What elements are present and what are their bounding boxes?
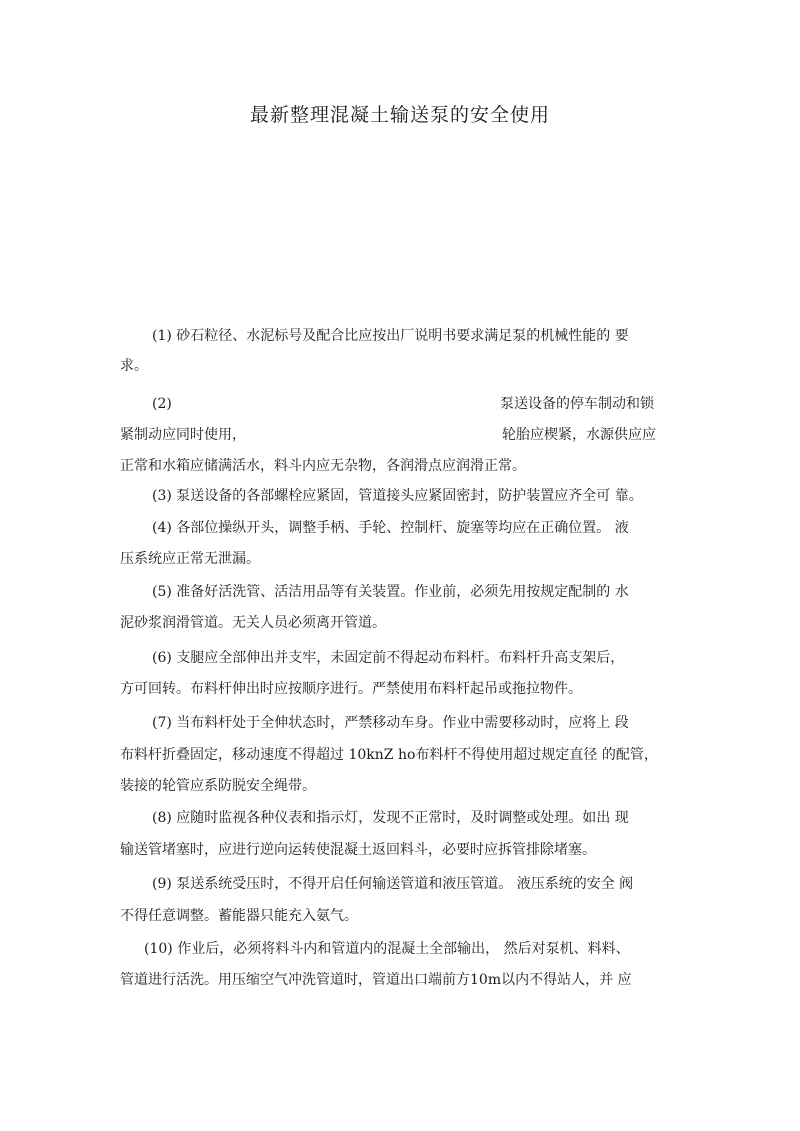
text-line: (4) 各部位操纵开头，调整手柄、手轮、控制杆、旋塞等均应在正确位置。 液 bbox=[152, 520, 629, 536]
text-line: 轮胎应楔紧，水源供应应 bbox=[502, 427, 656, 443]
text-line: 方可回转。布料杆伸出时应按顺序进行。严禁使用布料杆起吊或拖拉物件。 bbox=[120, 681, 582, 697]
text-line: (7) 当布料杆处于全伸状态时，严禁移动车身。作业中需要移动时，应将上 段 bbox=[152, 715, 629, 731]
text-line: (2) bbox=[152, 396, 172, 412]
text-line: 装接的轮管应系防脱安全绳带。 bbox=[120, 778, 316, 794]
text-line: 压系统应正常无泄漏。 bbox=[120, 551, 260, 567]
text-line: 泥砂浆润滑管道。无关人员必须离开管道。 bbox=[120, 615, 386, 631]
text-line: (5) 准备好活洗管、活洁用品等有关装置。作业前，必须先用按规定配制的 水 bbox=[152, 584, 629, 600]
text-line: (1) 砂石粒径、水泥标号及配合比应按出厂说明书要求满足泵的机械性能的 要 bbox=[152, 328, 629, 344]
text-line: 求。 bbox=[120, 358, 148, 374]
text-line: 输送管堵塞时，应进行逆向运转使混凝土返回料斗，必要时应拆管排除堵塞。 bbox=[120, 842, 596, 858]
text-line: 正常和水箱应储满活水，料斗内应无杂物，各润滑点应润滑正常。 bbox=[120, 458, 526, 474]
text-line: 布料杆折叠固定，移动速度不得超过 10knZ ho布料杆不得使用超过规定直径 的配管， bbox=[120, 747, 658, 763]
page-title: 最新整理混凝土输送泵的安全使用 bbox=[249, 104, 550, 126]
text-line: (10) 作业后，必须将料斗内和管道内的混凝土全部输出， 然后对泵机、料料、 bbox=[144, 941, 630, 957]
text-line: 不得任意调整。蓄能器只能充入氨气。 bbox=[120, 908, 358, 924]
text-line: 泵送设备的停车制动和锁 bbox=[500, 396, 654, 412]
text-line: (8) 应随时监视各种仪表和指示灯，发现不正常时，及时调整或处理。如出 现 bbox=[152, 810, 629, 826]
text-line: 紧制动应同时使用， bbox=[120, 427, 246, 443]
text-line: (9) 泵送系统受压时，不得开启任何输送管道和液压管道。 液压系统的安全 阀 bbox=[152, 876, 634, 892]
text-line: (6) 支腿应全部伸出并支牢，未固定前不得起动布料杆。布料杆升高支架后， bbox=[152, 650, 625, 666]
text-line: (3) 泵送设备的各部螺栓应紧固，管道接头应紧固密封，防护装置应齐全可 靠。 bbox=[152, 488, 643, 504]
text-line: 管道进行活洗。用压缩空气冲洗管道时，管道出口端前方10m以内不得站人，并 应 bbox=[120, 972, 632, 988]
